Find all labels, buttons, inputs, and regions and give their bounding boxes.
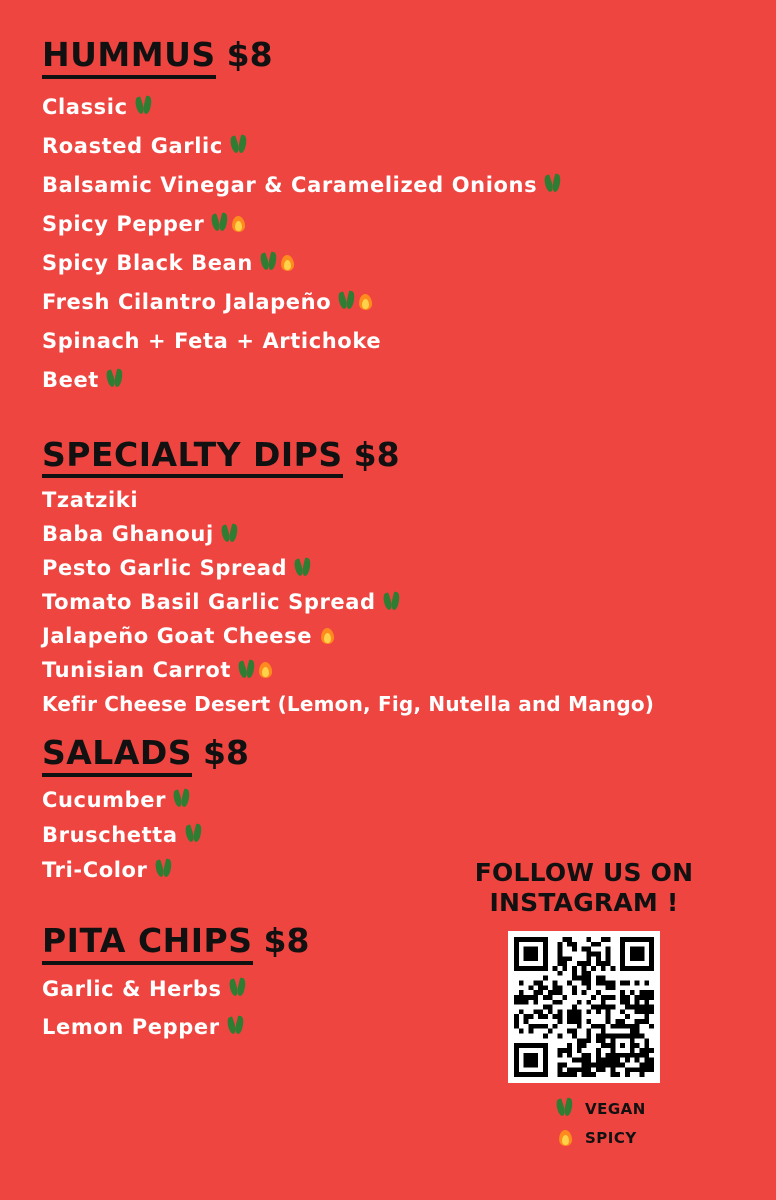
leaf-icon bbox=[384, 592, 401, 613]
leaf-icon bbox=[554, 1098, 576, 1119]
follow-us-line1: FOLLOW US ON bbox=[474, 858, 694, 887]
list-item bbox=[42, 173, 746, 197]
section-price: $8 bbox=[263, 920, 310, 960]
item-marks bbox=[261, 252, 295, 273]
leaf-icon bbox=[231, 135, 248, 156]
list-item bbox=[42, 95, 746, 119]
item-marks bbox=[186, 824, 203, 845]
list-item bbox=[42, 368, 746, 392]
section-title: HUMMUS bbox=[42, 38, 216, 79]
item-label: Kefir Cheese Desert (Lemon, Fig, Nutella and Mango) bbox=[42, 692, 655, 717]
qr-code-container[interactable] bbox=[508, 931, 660, 1083]
item-marks bbox=[107, 369, 124, 390]
section-hummus bbox=[42, 35, 746, 392]
leaf-icon bbox=[186, 824, 203, 845]
item-label: Tzatziki bbox=[42, 488, 139, 513]
item-marks bbox=[212, 213, 246, 234]
item-label: Tri-Color bbox=[42, 857, 148, 882]
list-item bbox=[42, 134, 746, 158]
item-label: Balsamic Vinegar & Caramelized Onions bbox=[42, 172, 538, 197]
list-item bbox=[42, 488, 746, 512]
follow-us-block bbox=[434, 858, 734, 1083]
follow-us-line2: INSTAGRAM ! bbox=[489, 887, 679, 917]
list-item bbox=[42, 624, 746, 648]
item-label: Baba Ghanouj bbox=[42, 522, 214, 547]
leaf-icon bbox=[174, 789, 191, 810]
item-label: Roasted Garlic bbox=[42, 133, 223, 158]
list-item bbox=[42, 290, 746, 314]
list-item bbox=[42, 251, 746, 275]
leaf-icon bbox=[339, 291, 356, 312]
item-label: Jalapeño Goat Cheese bbox=[42, 624, 313, 649]
item-label: Tunisian Carrot bbox=[42, 658, 232, 683]
section-title: SALADS bbox=[42, 736, 192, 777]
section-heading-dips bbox=[42, 434, 746, 479]
item-marks bbox=[228, 1016, 245, 1037]
item-marks bbox=[339, 291, 373, 312]
leaf-icon bbox=[156, 859, 173, 880]
list-item bbox=[42, 788, 746, 812]
section-heading-salads bbox=[42, 733, 746, 777]
section-heading-hummus bbox=[42, 35, 746, 79]
item-label: Classic bbox=[42, 94, 128, 119]
list-item bbox=[42, 556, 746, 580]
legend-row-spicy bbox=[554, 1128, 734, 1148]
leaf-icon bbox=[107, 369, 124, 390]
flame-icon bbox=[280, 253, 295, 273]
item-marks bbox=[230, 978, 247, 999]
leaf-icon bbox=[212, 213, 229, 234]
qr-code-icon[interactable] bbox=[514, 937, 654, 1077]
item-marks bbox=[320, 626, 335, 646]
item-marks bbox=[222, 524, 239, 545]
item-marks bbox=[239, 660, 273, 681]
legend bbox=[554, 1098, 734, 1157]
section-price: $8 bbox=[353, 434, 400, 474]
list-item bbox=[42, 692, 746, 716]
list-item bbox=[42, 212, 746, 236]
flame-icon bbox=[231, 214, 246, 234]
item-label: Spicy Black Bean bbox=[42, 250, 253, 275]
leaf-icon bbox=[228, 1016, 245, 1037]
legend-row-vegan bbox=[554, 1098, 734, 1119]
item-marks bbox=[384, 592, 401, 613]
item-label: Spicy Pepper bbox=[42, 211, 205, 236]
item-label: Fresh Cilantro Jalapeño bbox=[42, 289, 332, 314]
item-label: Spinach + Feta + Artichoke bbox=[42, 328, 382, 353]
leaf-icon bbox=[295, 558, 312, 579]
leaf-icon bbox=[545, 174, 562, 195]
item-label: Cucumber bbox=[42, 787, 167, 812]
item-list-hummus bbox=[42, 95, 746, 392]
list-item bbox=[42, 329, 746, 353]
item-marks bbox=[174, 789, 191, 810]
leaf-icon bbox=[239, 660, 256, 681]
list-item bbox=[42, 823, 746, 847]
legend-label: SPICY bbox=[585, 1129, 637, 1147]
legend-label: VEGAN bbox=[585, 1099, 646, 1118]
item-label: Bruschetta bbox=[42, 822, 178, 847]
item-marks bbox=[156, 859, 173, 880]
follow-us-heading bbox=[434, 858, 734, 917]
item-list-dips bbox=[42, 488, 746, 716]
item-marks bbox=[295, 558, 312, 579]
item-label: Garlic & Herbs bbox=[42, 976, 222, 1001]
item-label: Beet bbox=[42, 367, 99, 392]
list-item bbox=[42, 658, 746, 682]
leaf-icon bbox=[261, 252, 278, 273]
section-price: $8 bbox=[226, 35, 273, 74]
item-label: Lemon Pepper bbox=[42, 1014, 220, 1039]
item-marks bbox=[545, 174, 562, 195]
item-label: Tomato Basil Garlic Spread bbox=[42, 590, 376, 615]
leaf-icon bbox=[230, 978, 247, 999]
flame-icon bbox=[258, 660, 273, 680]
section-price: $8 bbox=[203, 733, 249, 773]
flame-icon bbox=[554, 1128, 576, 1148]
section-title: PITA CHIPS bbox=[42, 924, 253, 965]
section-specialty-dips bbox=[42, 434, 746, 717]
flame-icon bbox=[358, 292, 373, 312]
item-marks bbox=[231, 135, 248, 156]
list-item bbox=[42, 590, 746, 614]
item-marks bbox=[136, 96, 153, 117]
item-label: Pesto Garlic Spread bbox=[42, 556, 288, 581]
list-item bbox=[42, 522, 746, 546]
flame-icon bbox=[320, 626, 335, 646]
leaf-icon bbox=[136, 96, 153, 117]
section-title: SPECIALTY DIPS bbox=[42, 438, 343, 479]
leaf-icon bbox=[222, 524, 239, 545]
